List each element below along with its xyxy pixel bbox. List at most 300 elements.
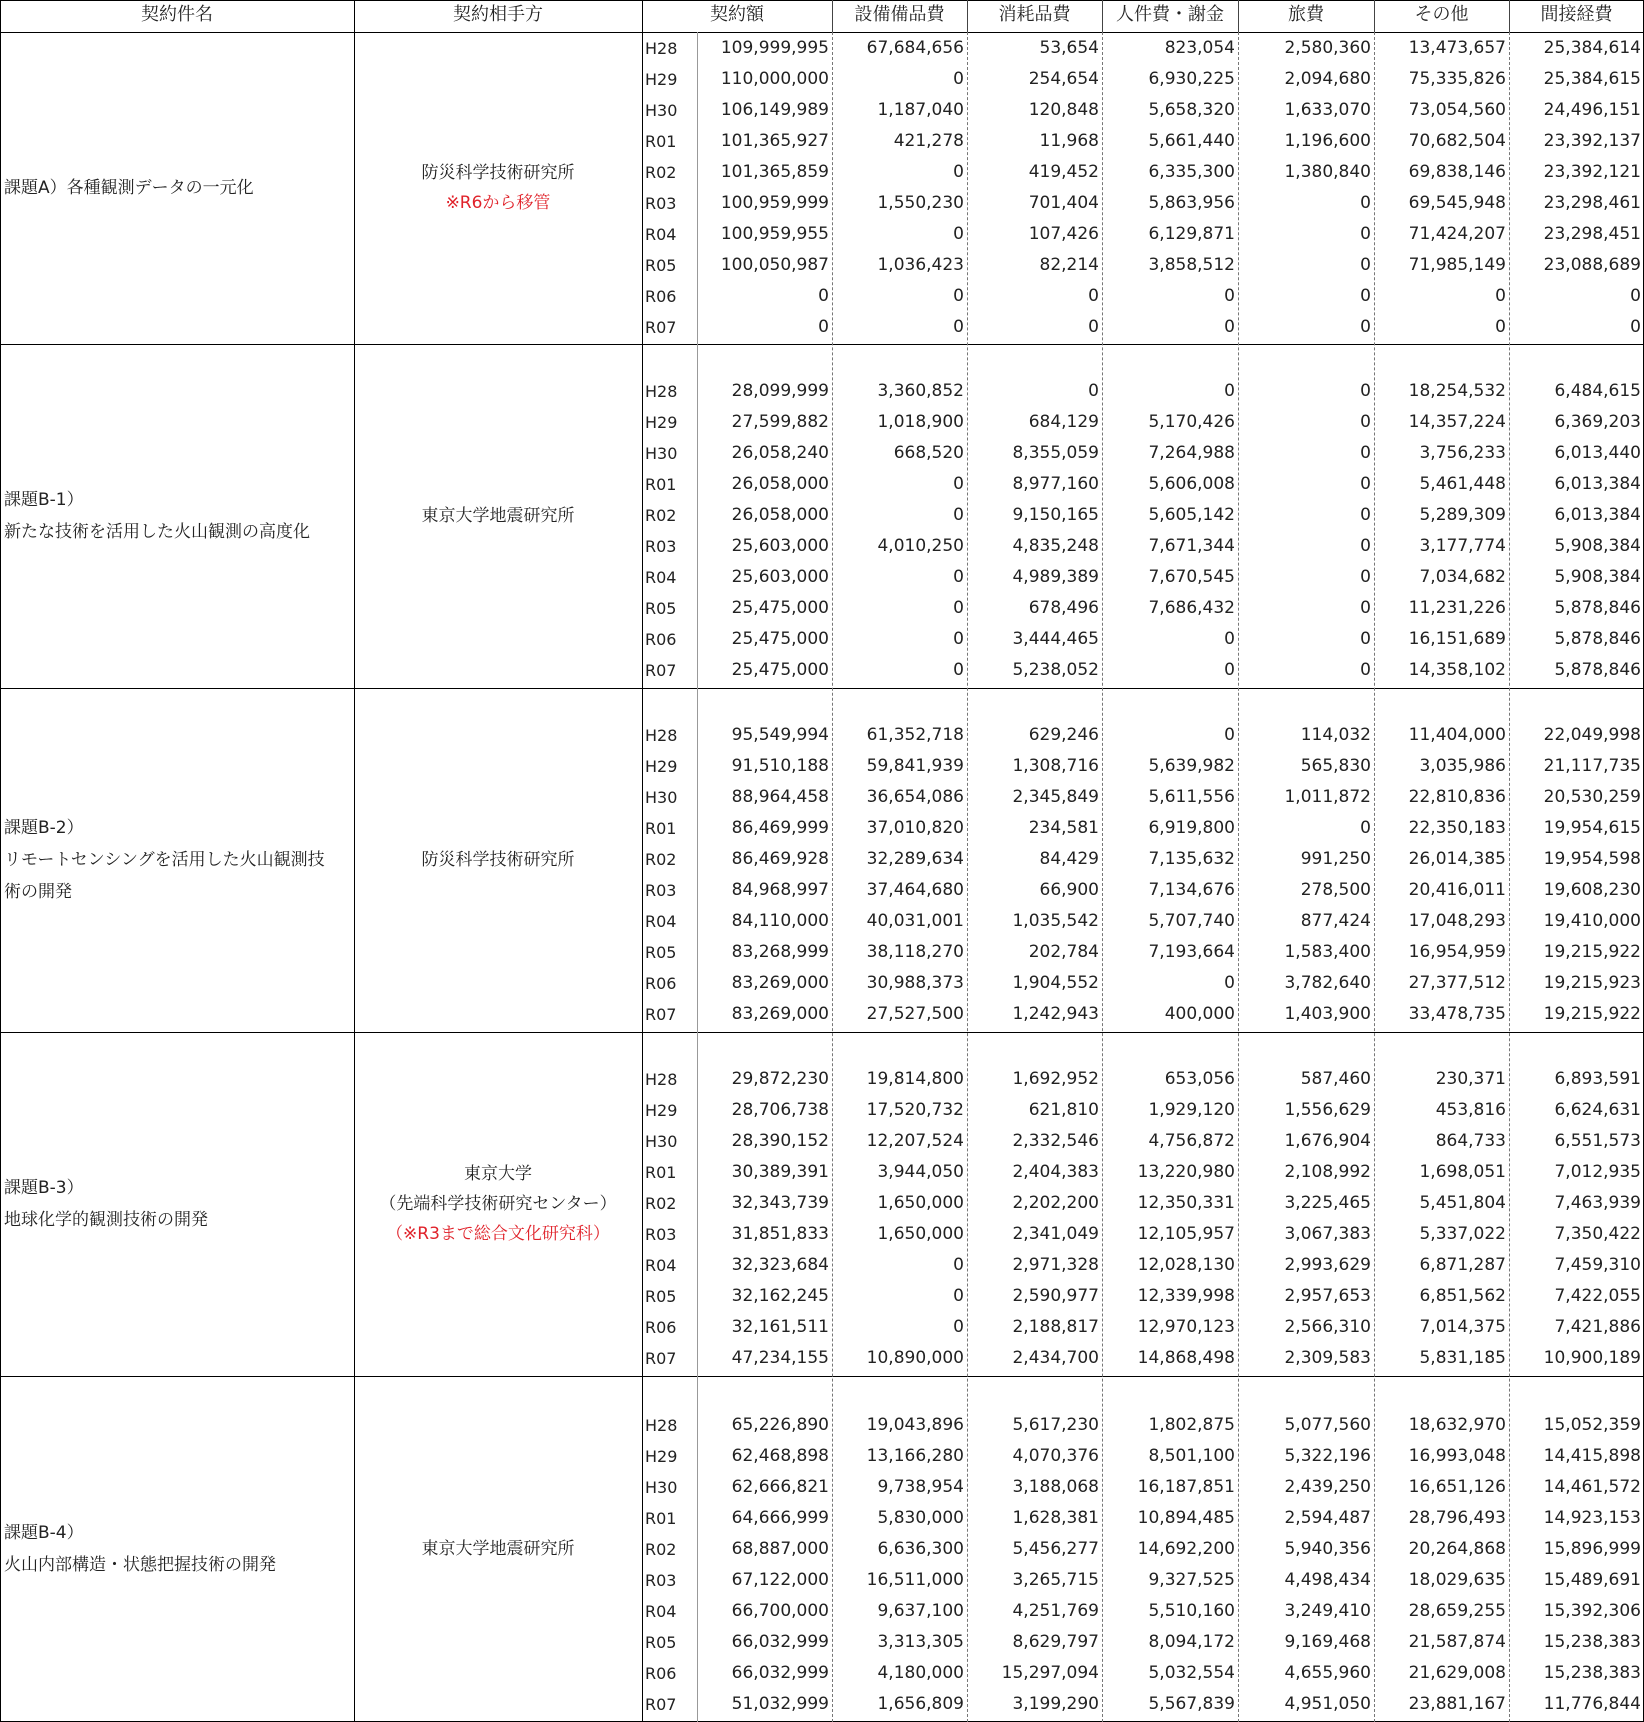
counterparty-name: 東京大学地震研究所 [421, 506, 575, 526]
amount-cell: 33,478,735 [1408, 1004, 1506, 1024]
amount-cell: 37,464,680 [866, 880, 964, 900]
amount-cell: 0 [1088, 381, 1099, 401]
amount-cell: 7,421,886 [1554, 1317, 1641, 1337]
amount-cell: 587,460 [1300, 1069, 1371, 1089]
amount-cell: 1,018,900 [877, 412, 964, 432]
amount-cell: 107,426 [1028, 224, 1099, 244]
row-border [0, 688, 1644, 689]
counterparty-name: 防災科学技術研究所 [421, 850, 575, 870]
amount-cell: 565,830 [1300, 756, 1371, 776]
amount-cell: 1,036,423 [877, 255, 964, 275]
amount-cell: 22,049,998 [1543, 725, 1641, 745]
amount-cell: 4,251,769 [1012, 1601, 1099, 1621]
amount-cell: 67,122,000 [731, 1570, 829, 1590]
amount-cell: 2,971,328 [1012, 1255, 1099, 1275]
amount-cell: 8,501,100 [1148, 1446, 1235, 1466]
fiscal-year: H30 [645, 1478, 678, 1497]
row-border [0, 1376, 1644, 1377]
amount-cell: 2,341,049 [1012, 1224, 1099, 1244]
amount-cell: 20,416,011 [1408, 880, 1506, 900]
amount-cell: 0 [1360, 317, 1371, 337]
fiscal-year: R05 [645, 943, 677, 962]
amount-cell: 51,032,999 [731, 1694, 829, 1714]
amount-cell: 5,940,356 [1284, 1539, 1371, 1559]
amount-cell: 20,264,868 [1408, 1539, 1506, 1559]
amount-cell: 25,384,615 [1543, 69, 1641, 89]
amount-cell: 7,686,432 [1148, 598, 1235, 618]
fiscal-year: H28 [645, 382, 678, 401]
amount-cell: 2,993,629 [1284, 1255, 1371, 1275]
amount-cell: 1,196,600 [1284, 131, 1371, 151]
header-personnel-cost: 人件費・謝金 [1116, 4, 1224, 25]
header-column-border [967, 0, 968, 32]
amount-cell: 12,207,524 [866, 1131, 964, 1151]
amount-cell: 2,108,992 [1284, 1162, 1371, 1182]
amount-cell: 26,014,385 [1408, 849, 1506, 869]
amount-cell: 0 [1224, 381, 1235, 401]
amount-cell: 19,814,800 [866, 1069, 964, 1089]
amount-cell: 26,058,000 [731, 505, 829, 525]
fiscal-year: H29 [645, 413, 678, 432]
amount-cell: 6,129,871 [1148, 224, 1235, 244]
amount-cell: 3,177,774 [1419, 536, 1506, 556]
amount-cell: 16,187,851 [1137, 1477, 1235, 1497]
amount-cell: 53,654 [1039, 38, 1099, 58]
fiscal-year: R04 [645, 912, 677, 931]
amount-cell: 84,429 [1039, 849, 1099, 869]
amount-cell: 453,816 [1435, 1100, 1506, 1120]
header-counterparty: 契約相手方 [453, 4, 543, 25]
amount-cell: 5,606,008 [1148, 474, 1235, 494]
amount-cell: 15,297,094 [1001, 1663, 1099, 1683]
amount-cell: 3,067,383 [1284, 1224, 1371, 1244]
amount-cell: 14,358,102 [1408, 660, 1506, 680]
fiscal-year: H29 [645, 70, 678, 89]
amount-cell: 4,070,376 [1012, 1446, 1099, 1466]
amount-cell: 0 [953, 660, 964, 680]
amount-cell: 3,199,290 [1012, 1694, 1099, 1714]
contract-title-line: 地球化学的観測技術の開発 [4, 1210, 208, 1230]
amount-cell: 4,498,434 [1284, 1570, 1371, 1590]
amount-cell: 71,985,149 [1408, 255, 1506, 275]
amount-cell: 36,654,086 [866, 787, 964, 807]
amount-cell: 22,350,183 [1408, 818, 1506, 838]
contract-title [0, 344, 354, 688]
amount-cell: 27,527,500 [866, 1004, 964, 1024]
fiscal-year: R01 [645, 475, 677, 494]
amount-cell: 4,010,250 [877, 536, 964, 556]
amount-cell: 47,234,155 [731, 1348, 829, 1368]
amount-cell: 0 [818, 286, 829, 306]
row-border [0, 0, 1644, 1]
amount-cell: 40,031,001 [866, 911, 964, 931]
header-column-border [1238, 0, 1239, 32]
header-travel-cost: 旅費 [1288, 4, 1324, 25]
amount-cell: 1,035,542 [1012, 911, 1099, 931]
amount-cell: 3,858,512 [1148, 255, 1235, 275]
amount-cell: 28,099,999 [731, 381, 829, 401]
amount-cell: 684,129 [1028, 412, 1099, 432]
amount-cell: 0 [1630, 317, 1641, 337]
amount-cell: 5,289,309 [1419, 505, 1506, 525]
amount-cell: 5,831,185 [1419, 1348, 1506, 1368]
amount-cell: 28,796,493 [1408, 1508, 1506, 1528]
amount-cell: 110,000,000 [720, 69, 829, 89]
amount-cell: 1,308,716 [1012, 756, 1099, 776]
amount-cell: 83,268,999 [731, 942, 829, 962]
fiscal-year: R04 [645, 225, 677, 244]
fiscal-year: R07 [645, 1349, 677, 1368]
amount-cell: 6,551,573 [1554, 1131, 1641, 1151]
header-indirect-cost: 間接経費 [1540, 4, 1613, 25]
amount-cell: 1,802,875 [1148, 1415, 1235, 1435]
amount-cell: 7,671,344 [1148, 536, 1235, 556]
amount-cell: 4,951,050 [1284, 1694, 1371, 1714]
amount-cell: 7,134,676 [1148, 880, 1235, 900]
contract-title-line: 課題B-2） [4, 818, 84, 838]
column-dash [1374, 32, 1375, 1722]
amount-cell: 0 [1360, 443, 1371, 463]
amount-cell: 0 [1360, 567, 1371, 587]
amount-cell: 1,650,000 [877, 1193, 964, 1213]
header-consumables-cost: 消耗品費 [998, 4, 1071, 25]
amount-cell: 5,863,956 [1148, 193, 1235, 213]
amount-cell: 9,738,954 [877, 1477, 964, 1497]
amount-cell: 19,043,896 [866, 1415, 964, 1435]
amount-cell: 2,345,849 [1012, 787, 1099, 807]
amount-cell: 22,810,836 [1408, 787, 1506, 807]
amount-cell: 69,545,948 [1408, 193, 1506, 213]
amount-cell: 0 [953, 69, 964, 89]
amount-cell: 419,452 [1028, 162, 1099, 182]
amount-cell: 66,900 [1039, 880, 1099, 900]
amount-cell: 0 [953, 505, 964, 525]
amount-cell: 17,048,293 [1408, 911, 1506, 931]
amount-cell: 23,088,689 [1543, 255, 1641, 275]
amount-cell: 1,904,552 [1012, 973, 1099, 993]
amount-cell: 19,608,230 [1543, 880, 1641, 900]
counterparty-note: ※R6から移管 [445, 193, 551, 213]
amount-cell: 66,032,999 [731, 1663, 829, 1683]
amount-cell: 0 [1360, 629, 1371, 649]
amount-cell: 82,214 [1039, 255, 1099, 275]
amount-cell: 26,058,240 [731, 443, 829, 463]
amount-cell: 0 [1360, 536, 1371, 556]
amount-cell: 1,929,120 [1148, 1100, 1235, 1120]
amount-cell: 4,756,872 [1148, 1131, 1235, 1151]
fiscal-year: R01 [645, 819, 677, 838]
amount-cell: 6,851,562 [1419, 1286, 1506, 1306]
amount-cell: 19,215,922 [1543, 942, 1641, 962]
amount-cell: 3,035,986 [1419, 756, 1506, 776]
amount-cell: 0 [1088, 317, 1099, 337]
amount-cell: 12,339,998 [1137, 1286, 1235, 1306]
amount-cell: 100,050,987 [720, 255, 829, 275]
amount-cell: 21,629,008 [1408, 1663, 1506, 1683]
amount-cell: 14,868,498 [1137, 1348, 1235, 1368]
amount-cell: 16,993,048 [1408, 1446, 1506, 1466]
amount-cell: 16,954,959 [1408, 942, 1506, 962]
amount-cell: 6,013,384 [1554, 474, 1641, 494]
amount-cell: 7,350,422 [1554, 1224, 1641, 1244]
amount-cell: 278,500 [1300, 880, 1371, 900]
amount-cell: 19,215,923 [1543, 973, 1641, 993]
amount-cell: 4,989,389 [1012, 567, 1099, 587]
amount-cell: 12,970,123 [1137, 1317, 1235, 1337]
counterparty [354, 688, 642, 1032]
fiscal-year: R04 [645, 1256, 677, 1275]
amount-cell: 0 [1224, 725, 1235, 745]
amount-cell: 0 [1360, 412, 1371, 432]
amount-cell: 5,878,846 [1554, 629, 1641, 649]
column-dash [1509, 32, 1510, 1722]
amount-cell: 5,170,426 [1148, 412, 1235, 432]
amount-cell: 14,357,224 [1408, 412, 1506, 432]
amount-cell: 1,692,952 [1012, 1069, 1099, 1089]
amount-cell: 14,461,572 [1543, 1477, 1641, 1497]
amount-cell: 30,389,391 [731, 1162, 829, 1182]
row-border [0, 344, 1644, 345]
amount-cell: 1,556,629 [1284, 1100, 1371, 1120]
amount-cell: 5,658,320 [1148, 100, 1235, 120]
amount-cell: 621,810 [1028, 1100, 1099, 1120]
fiscal-year: R04 [645, 1602, 677, 1621]
amount-cell: 864,733 [1435, 1131, 1506, 1151]
amount-cell: 32,343,739 [731, 1193, 829, 1213]
amount-cell: 7,193,664 [1148, 942, 1235, 962]
fiscal-year: H30 [645, 444, 678, 463]
amount-cell: 877,424 [1300, 911, 1371, 931]
amount-cell: 0 [953, 224, 964, 244]
amount-cell: 59,841,939 [866, 756, 964, 776]
amount-cell: 83,269,000 [731, 973, 829, 993]
amount-cell: 10,890,000 [866, 1348, 964, 1368]
amount-cell: 991,250 [1300, 849, 1371, 869]
amount-cell: 120,848 [1028, 100, 1099, 120]
amount-cell: 0 [1224, 317, 1235, 337]
amount-cell: 2,590,977 [1012, 1286, 1099, 1306]
fiscal-year: H28 [645, 1070, 678, 1089]
amount-cell: 16,151,689 [1408, 629, 1506, 649]
fiscal-year: R03 [645, 1571, 677, 1590]
amount-cell: 12,350,331 [1137, 1193, 1235, 1213]
amount-cell: 19,215,922 [1543, 1004, 1641, 1024]
fiscal-year: R02 [645, 850, 677, 869]
amount-cell: 21,117,735 [1543, 756, 1641, 776]
amount-cell: 6,484,615 [1554, 381, 1641, 401]
amount-cell: 5,238,052 [1012, 660, 1099, 680]
column-dash [832, 32, 833, 1722]
amount-cell: 5,456,277 [1012, 1539, 1099, 1559]
amount-cell: 5,878,846 [1554, 598, 1641, 618]
fiscal-year: R07 [645, 1695, 677, 1714]
amount-cell: 0 [1224, 629, 1235, 649]
amount-cell: 0 [953, 317, 964, 337]
amount-cell: 6,013,384 [1554, 505, 1641, 525]
amount-cell: 9,637,100 [877, 1601, 964, 1621]
amount-cell: 5,707,740 [1148, 911, 1235, 931]
amount-cell: 2,439,250 [1284, 1477, 1371, 1497]
amount-cell: 6,636,300 [877, 1539, 964, 1559]
amount-cell: 19,954,598 [1543, 849, 1641, 869]
fiscal-year: H29 [645, 1101, 678, 1120]
amount-cell: 38,118,270 [866, 942, 964, 962]
amount-cell: 0 [1495, 317, 1506, 337]
amount-cell: 11,404,000 [1408, 725, 1506, 745]
amount-cell: 18,254,532 [1408, 381, 1506, 401]
amount-cell: 6,893,591 [1554, 1069, 1641, 1089]
counterparty-name: （先端科学技術研究センター） [379, 1194, 617, 1214]
contract-title-line: 課題B-1） [4, 490, 84, 510]
contract-title [0, 1376, 354, 1722]
amount-cell: 3,360,852 [877, 381, 964, 401]
header-column-border [1102, 0, 1103, 32]
fiscal-year: H30 [645, 101, 678, 120]
fiscal-year: R06 [645, 974, 677, 993]
fiscal-year: H30 [645, 1132, 678, 1151]
amount-cell: 32,162,245 [731, 1286, 829, 1306]
amount-cell: 13,220,980 [1137, 1162, 1235, 1182]
amount-cell: 16,651,126 [1408, 1477, 1506, 1497]
counterparty [354, 344, 642, 688]
year-divider [697, 32, 698, 1722]
fiscal-year: R07 [645, 1005, 677, 1024]
amount-cell: 28,390,152 [731, 1131, 829, 1151]
amount-cell: 106,149,989 [720, 100, 829, 120]
amount-cell: 1,550,230 [877, 193, 964, 213]
amount-cell: 84,110,000 [731, 911, 829, 931]
fiscal-year: R01 [645, 132, 677, 151]
amount-cell: 65,226,890 [731, 1415, 829, 1435]
amount-cell: 0 [1360, 505, 1371, 525]
amount-cell: 1,676,904 [1284, 1131, 1371, 1151]
amount-cell: 28,706,738 [731, 1100, 829, 1120]
amount-cell: 4,655,960 [1284, 1663, 1371, 1683]
column-border [642, 0, 643, 1722]
amount-cell: 14,415,898 [1543, 1446, 1641, 1466]
amount-cell: 5,451,804 [1419, 1193, 1506, 1213]
amount-cell: 114,032 [1300, 725, 1371, 745]
amount-cell: 3,444,465 [1012, 629, 1099, 649]
amount-cell: 0 [953, 162, 964, 182]
amount-cell: 8,094,172 [1148, 1632, 1235, 1652]
amount-cell: 1,633,070 [1284, 100, 1371, 120]
amount-cell: 0 [1360, 224, 1371, 244]
column-border [0, 0, 1, 1722]
fiscal-year: H28 [645, 726, 678, 745]
amount-cell: 37,010,820 [866, 818, 964, 838]
amount-cell: 653,056 [1164, 1069, 1235, 1089]
amount-cell: 66,700,000 [731, 1601, 829, 1621]
amount-cell: 0 [1360, 381, 1371, 401]
amount-cell: 3,756,233 [1419, 443, 1506, 463]
fiscal-year: R06 [645, 630, 677, 649]
amount-cell: 5,661,440 [1148, 131, 1235, 151]
counterparty-name: 東京大学 [464, 1164, 532, 1184]
amount-cell: 3,188,068 [1012, 1477, 1099, 1497]
amount-cell: 70,682,504 [1408, 131, 1506, 151]
amount-cell: 701,404 [1028, 193, 1099, 213]
amount-cell: 75,335,826 [1408, 69, 1506, 89]
amount-cell: 5,878,846 [1554, 660, 1641, 680]
column-dash [1102, 32, 1103, 1722]
amount-cell: 14,923,153 [1543, 1508, 1641, 1528]
amount-cell: 6,930,225 [1148, 69, 1235, 89]
amount-cell: 7,135,632 [1148, 849, 1235, 869]
amount-cell: 2,309,583 [1284, 1348, 1371, 1368]
contract-title [0, 1032, 354, 1376]
amount-cell: 0 [818, 317, 829, 337]
amount-cell: 9,150,165 [1012, 505, 1099, 525]
amount-cell: 5,461,448 [1419, 474, 1506, 494]
amount-cell: 5,611,556 [1148, 787, 1235, 807]
amount-cell: 629,246 [1028, 725, 1099, 745]
amount-cell: 84,968,997 [731, 880, 829, 900]
fiscal-year: R05 [645, 1633, 677, 1652]
amount-cell: 109,999,995 [720, 38, 829, 58]
amount-cell: 2,434,700 [1012, 1348, 1099, 1368]
amount-cell: 13,166,280 [866, 1446, 964, 1466]
amount-cell: 27,377,512 [1408, 973, 1506, 993]
amount-cell: 12,105,957 [1137, 1224, 1235, 1244]
fiscal-year: R02 [645, 506, 677, 525]
contract-title-line: 術の開発 [4, 882, 72, 902]
amount-cell: 678,496 [1028, 598, 1099, 618]
amount-cell: 26,058,000 [731, 474, 829, 494]
fiscal-year: R03 [645, 1225, 677, 1244]
amount-cell: 7,264,988 [1148, 443, 1235, 463]
counterparty-name: 東京大学地震研究所 [421, 1539, 575, 1559]
amount-cell: 2,957,653 [1284, 1286, 1371, 1306]
amount-cell: 15,392,306 [1543, 1601, 1641, 1621]
amount-cell: 5,908,384 [1554, 567, 1641, 587]
amount-cell: 6,369,203 [1554, 412, 1641, 432]
amount-cell: 0 [953, 598, 964, 618]
amount-cell: 2,332,546 [1012, 1131, 1099, 1151]
amount-cell: 23,881,167 [1408, 1694, 1506, 1714]
contract-title-line: 火山内部構造・状態把握技術の開発 [4, 1555, 276, 1575]
amount-cell: 4,835,248 [1012, 536, 1099, 556]
amount-cell: 5,322,196 [1284, 1446, 1371, 1466]
amount-cell: 19,954,615 [1543, 818, 1641, 838]
amount-cell: 30,988,373 [866, 973, 964, 993]
amount-cell: 6,335,300 [1148, 162, 1235, 182]
amount-cell: 0 [1360, 193, 1371, 213]
amount-cell: 88,964,458 [731, 787, 829, 807]
amount-cell: 25,603,000 [731, 536, 829, 556]
amount-cell: 23,392,121 [1543, 162, 1641, 182]
amount-cell: 31,851,833 [731, 1224, 829, 1244]
row-border [0, 1032, 1644, 1033]
amount-cell: 67,684,656 [866, 38, 964, 58]
amount-cell: 1,650,000 [877, 1224, 964, 1244]
amount-cell: 3,225,465 [1284, 1193, 1371, 1213]
amount-cell: 17,520,732 [866, 1100, 964, 1120]
amount-cell: 101,365,927 [720, 131, 829, 151]
amount-cell: 18,029,635 [1408, 1570, 1506, 1590]
amount-cell: 25,603,000 [731, 567, 829, 587]
amount-cell: 69,838,146 [1408, 162, 1506, 182]
fiscal-year: R03 [645, 881, 677, 900]
amount-cell: 9,169,468 [1284, 1632, 1371, 1652]
amount-cell: 8,629,797 [1012, 1632, 1099, 1652]
amount-cell: 0 [1630, 286, 1641, 306]
amount-cell: 1,187,040 [877, 100, 964, 120]
amount-cell: 21,587,874 [1408, 1632, 1506, 1652]
amount-cell: 0 [1360, 474, 1371, 494]
fiscal-year: H29 [645, 757, 678, 776]
amount-cell: 100,959,955 [720, 224, 829, 244]
